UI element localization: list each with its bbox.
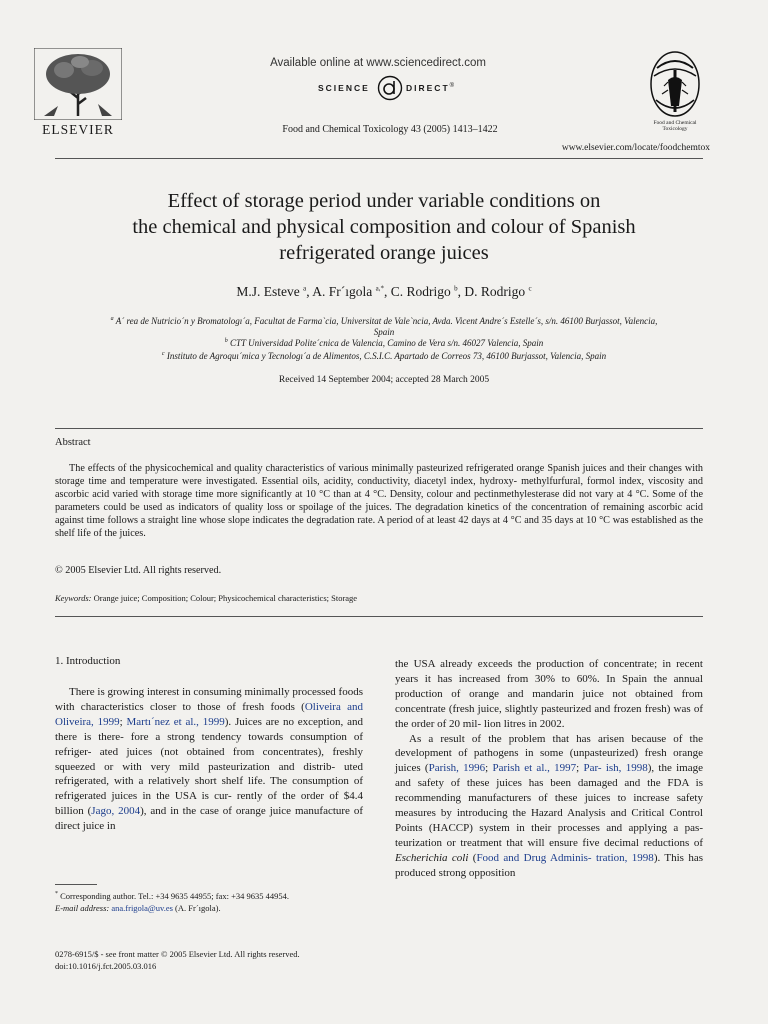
affiliation-b: $^b$ CTT Universidad Polite´cnica de Valencia, Camino de Vera s/n. 46027 Valencia, Spain <box>224 338 544 348</box>
citation-link[interactable]: Oliveira and Oliveira, 1999 <box>55 700 363 728</box>
elsevier-wordmark: ELSEVIER <box>42 122 114 137</box>
affiliation-a: $^a$ A´ rea de Nutricio´n y Bromatologı´a, Facultat de Farma`cia, Universitat de Vale`ncia, Avda. Vicent Andre´s Estelle´s, s/n. 46100 Burjassot, Valencia, <box>110 316 658 326</box>
left-column <box>55 685 363 834</box>
article-title <box>60 188 708 266</box>
abstract-heading: Abstract <box>55 437 91 448</box>
citation-link[interactable]: Martı´nez et al., 1999 <box>126 715 225 728</box>
keywords <box>55 593 357 603</box>
sciencedirect-banner <box>228 57 528 103</box>
paragraph: There is growing interest in consuming minimally processed foods with characteristics closer to those of fresh foods (Oliveira and Oliveira, 1999; Martı´nez et al., 1999). Juices are no exception, and there is there- fore a strong tendency towards consumption of refriger- ated juices (not obtained from concentrates), freshly squeezed or with very mild pasteurization and distrib- uted refrigerated, with a relatively short shelf life. The consumption of refrigerated juices in the USA is cur- rently of the order of $4.4 billion (Jago, 2004), and in the case of orange juice manufacture of direct juice in <box>55 686 363 833</box>
author: M.J. Esteve $^a$, <box>236 284 313 299</box>
front-matter <box>55 948 385 972</box>
keywords-list: Orange juice; Composition; Colour; Physicochemical characteristics; Storage <box>93 593 358 603</box>
footnote-divider <box>55 884 97 885</box>
title-line-1: Effect of storage period under variable conditions on <box>167 190 601 212</box>
journal-logo-icon <box>648 50 702 118</box>
affiliation-c: $^c$ Instituto de Agroquı´mica y Tecnologı´a de Alimentos, C.S.I.C. Apartado de Correos 73, 46100 Burjassot, Valencia, Spain <box>161 351 607 361</box>
copyright-notice: © 2005 Elsevier Ltd. All rights reserved. <box>55 565 222 576</box>
corresponding-author-footnote <box>55 888 365 914</box>
sd-direct-word: DIRECT® <box>406 83 457 93</box>
abstract-bottom-divider <box>55 616 703 617</box>
issn-line: 0278-6915/$ - see front matter © 2005 Elsevier Ltd. All rights reserved. <box>55 949 300 959</box>
author: C. Rodrigo $^b$, <box>390 284 465 299</box>
abstract-body <box>55 463 703 540</box>
elsevier-tree-icon <box>34 48 122 120</box>
abstract-paragraph: The effects of the physicochemical and quality characteristics of various minimally pasteurized refrigerated orange Spanish juices and their changes with storage time and temperature were investigated. Essential oils, acidity, conductivity, diacetyl index, hydroxy- methylfurfural, formol index, viscosity and ascorbic acid varied with storage time more significantly at 10 °C than at 4 °C. Density, colour and pectinmethylesterase did not vary at 4 °C. Some of the parameters could be used as indicators of quality loss or spoilage of the juices. The degradation kinetics of the concentration of remaining ascorbic acid against time follows a straight line whose slope indicates the degradation rate. A period of at least 42 days at 4 °C and 35 days at 10 °C was established as the shelf life of the juices. <box>55 463 703 539</box>
abstract-top-divider <box>55 428 703 429</box>
doi-line[interactable]: doi:10.1016/j.fct.2005.03.016 <box>55 961 157 971</box>
author-list <box>60 284 708 300</box>
title-line-3: refrigerated orange juices <box>279 242 489 264</box>
email-link[interactable]: ana.frigola@uv.es <box>111 902 173 913</box>
paragraph: the USA already exceeds the production of concentrate; in recent years it has increased from 30% to 60%. In Spain the annual production of orange and mandarin juice not obtained from concentrate (fresh juice, slightly pasteurized and frozen fresh) was of the order of 20 mil- lion litres in 2002. <box>395 658 703 730</box>
author: A. Fr´ıgola $^{a,*}$, <box>312 284 391 299</box>
sd-science-word: SCIENCE <box>318 83 370 93</box>
paragraph: As a result of the problem that has arisen because of the development of pathogens in some (unpasteurized) fresh orange juices (Parish, 1996; Parish et al., 1997; Par- ish, 1998), the image and safety of these juices has been damaged and the FDA is recommending manufacturers of these juices to increase safety measures by introducing the Hazard Analysis and Critical Control Points (HACCP) system in their processes and applying a pas- teurization or treatment that will ensure five decimal reductions of Escherichia coli (Food and Drug Adminis- tration, 1998). This has produced strong opposition <box>395 732 703 879</box>
citation-link[interactable]: Parish, 1996 <box>428 762 486 775</box>
journal-logo-caption: Food and Chemical Toxicology <box>653 120 697 132</box>
journal-citation: Food and Chemical Toxicology 43 (2005) 1413–1422 <box>282 124 498 135</box>
sciencedirect-at-icon <box>377 75 403 101</box>
received-dates: Received 14 September 2004; accepted 28 March 2005 <box>278 375 490 385</box>
footnote-contact: * Corresponding author. Tel.: +34 9635 44955; fax: +34 9635 44954. <box>55 890 289 901</box>
title-line-2: the chemical and physical composition and colour of Spanish <box>132 216 636 238</box>
journal-url[interactable]: www.elsevier.com/locate/foodchemtox <box>561 143 710 153</box>
journal-logo <box>648 50 702 140</box>
affiliation-a-country: Spain <box>373 327 395 337</box>
sciencedirect-logo <box>228 75 528 103</box>
citation-link[interactable]: Food and Drug Adminis- tration, 1998 <box>476 851 654 864</box>
citation-link[interactable]: Jago, 2004 <box>91 805 141 818</box>
elsevier-logo <box>28 48 128 138</box>
section-heading: 1. Introduction <box>55 655 121 667</box>
citation-link[interactable]: Par- ish, 1998 <box>583 762 648 775</box>
footnote-email: E-mail address: ana.frigola@uv.es (A. Fr´ıgola). <box>55 902 221 913</box>
keywords-label: Keywords: <box>55 593 92 603</box>
right-column <box>395 657 703 881</box>
available-online-text[interactable]: Available online at www.sciencedirect.com <box>270 57 486 69</box>
author: D. Rodrigo $^c$ <box>464 284 532 299</box>
header-divider <box>55 158 703 159</box>
citation-link[interactable]: Parish et al., 1997 <box>492 762 577 775</box>
